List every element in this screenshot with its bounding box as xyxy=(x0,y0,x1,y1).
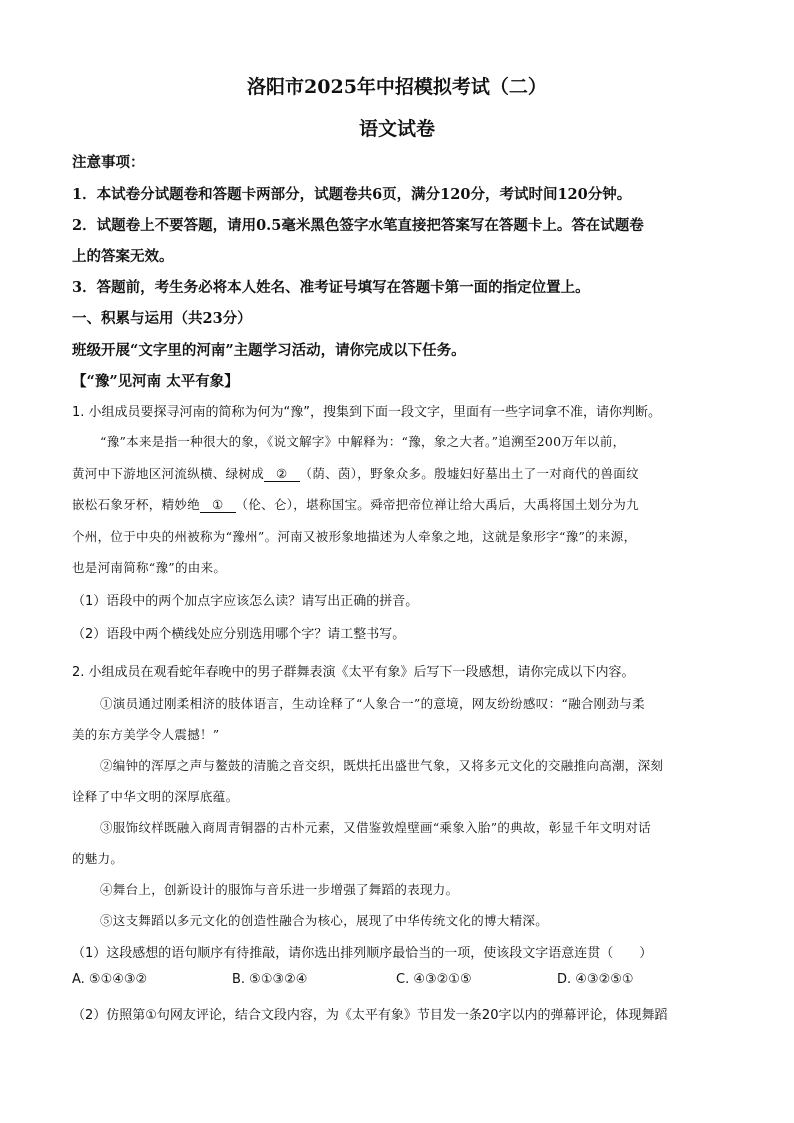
question-2-stem: 2. 小组成员在观看蛇年春晚中的男子群舞表演《太平有象》后写下一段感想，请你完成以下内容。 xyxy=(72,665,635,680)
option-a[interactable]: A. ⑤①④③② xyxy=(72,972,148,987)
notice-item-1: 1．本试卷分试题卷和答题卡两部分，试题卷共6页，满分120分，考试时间120分钟。 xyxy=(72,186,632,203)
passage-line-3-part-a: 嵌松石象牙杯，精妙绝 xyxy=(72,497,201,512)
sentence-2-line-1: ②编钟的浑厚之声与鳌鼓的清脆之音交织，既烘托出盛世气象，又将多元文化的交融推向高潮，深刻 xyxy=(100,758,664,773)
question-2-sub-1: （1）这段感想的语句顺序有待推敲，请你选出排列顺序最恰当的一项，使该段文字语意连贯（ ） xyxy=(72,946,653,961)
notice-item-2-line-1: 2．试题卷上不要答题，请用0.5毫米黑色签字水笔直接把答案写在答题卡上。答在试题卷 xyxy=(72,217,644,234)
passage-line-4: 个州，位于中央的州被称为“豫州”。河南又被形象地描述为人牵象之地，这就是象形字“豫”的来源， xyxy=(72,529,637,544)
question-1-stem: 1. 小组成员要探寻河南的简称为何为“豫”，搜集到下面一段文字，里面有一些字词拿不准，请你判断。 xyxy=(72,405,662,420)
passage-line-5: 也是河南简称“豫”的由来。 xyxy=(72,560,227,575)
sentence-2-line-2: 诠释了中华文明的深厚底蕴。 xyxy=(72,789,239,804)
sentence-3-line-2: 的魅力。 xyxy=(72,851,124,866)
sentence-4: ④舞台上，创新设计的服饰与音乐进一步增强了舞蹈的表现力。 xyxy=(100,882,459,897)
sentence-1-line-1: ①演员通过刚柔相济的肢体语言，生动诠释了“人象合一”的意境，网友纷纷感叹：“融合刚劲与柔 xyxy=(100,696,645,711)
blank-2[interactable]: ② xyxy=(264,467,300,482)
exam-title: 洛阳市2025年中招模拟考试（二） xyxy=(247,76,547,98)
option-c[interactable]: C. ④③②①⑤ xyxy=(396,972,472,987)
section-heading: 一、积累与运用（共23分） xyxy=(72,310,252,327)
section-intro: 班级开展“文字里的河南”主题学习活动，请你完成以下任务。 xyxy=(72,342,466,359)
notice-item-2-line-2: 上的答案无效。 xyxy=(72,248,174,265)
passage-line-2-part-b: （荫、茵），野象众多。殷墟妇好墓出土了一对商代的兽面纹 xyxy=(299,466,639,481)
blank-1[interactable]: ① xyxy=(200,498,236,513)
option-d[interactable]: D. ④③②⑤① xyxy=(557,972,634,987)
topic-heading: 【“豫”见河南 太平有象】 xyxy=(72,373,239,390)
sentence-5: ⑤这支舞蹈以多元文化的创造性融合为核心，展现了中华传统文化的博大精深。 xyxy=(100,913,549,928)
exam-subtitle: 语文试卷 xyxy=(358,118,435,140)
question-2-sub-2: （2）仿照第①句网友评论，结合文段内容，为《太平有象》节目发一条20字以内的弹幕评论，体现舞蹈 xyxy=(72,1008,668,1023)
passage-line-3 xyxy=(72,495,639,513)
passage-line-3-part-b: （伦、仑），堪称国宝。舜帝把帝位禅让给大禹后，大禹将国土划分为九 xyxy=(235,497,639,512)
passage-line-2 xyxy=(72,464,639,482)
question-1-sub-2: （2）语段中两个横线处应分别选用哪个字？请工整书写。 xyxy=(72,627,406,642)
option-b[interactable]: B. ⑤①③②④ xyxy=(232,972,308,987)
sentence-3-line-1: ③服饰纹样既融入商周青铜器的古朴元素，又借鉴敦煌壁画“乘象入胎”的典故，彰显千年文明对话 xyxy=(100,820,651,835)
passage-line-2-part-a: 黄河中下游地区河流纵横、绿树成 xyxy=(72,466,265,481)
passage-line-1: “豫”本来是指一种很大的象，《说文解字》中解释为：“豫，象之大者。”追溯至200万年以前， xyxy=(100,434,626,449)
question-1-sub-1: （1）语段中的两个加点字应该怎么读？请写出正确的拼音。 xyxy=(72,594,419,609)
sentence-1-line-2: 美的东方美学令人震撼！” xyxy=(72,727,220,742)
notice-item-3: 3．答题前，考生务必将本人姓名、准考证号填写在答题卡第一面的指定位置上。 xyxy=(72,279,590,296)
notice-heading: 注意事项： xyxy=(72,154,145,171)
